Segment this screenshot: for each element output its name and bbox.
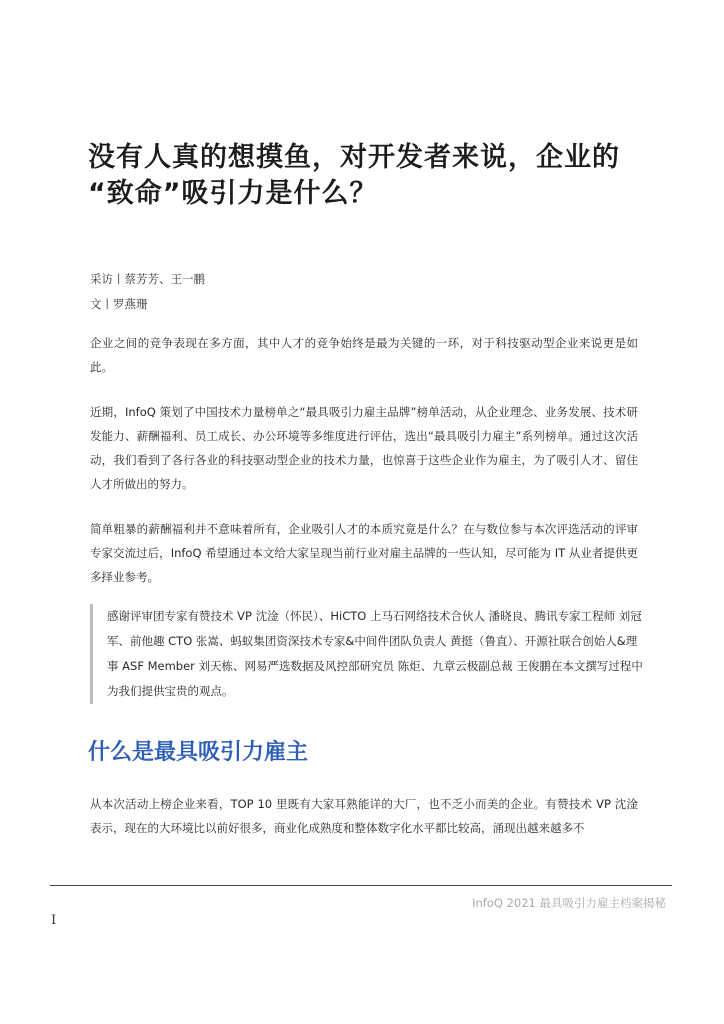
section-heading: 什么是最具吸引力雇主: [88, 740, 309, 765]
paragraph-event: 近期，InfoQ 策划了中国技术力量榜单之“最具吸引力雇主品牌”榜单活动，从企业理念、业务发展、技术研发能力、薪酬福利、员工成长、办公环境等多维度进行评估，选出“最具吸引力雇主”系列榜单。通过这次活动，我们看到了各行各业的科技驱动型企业的技术力量，也惊喜于这些企业作为雇主，为了吸引人才、留住人才所做出的努力。: [90, 405, 638, 491]
page-number: I: [51, 913, 57, 928]
paragraph-intro: 企业之间的竞争表现在多方面，其中人才的竞争始终是最为关键的一环，对于科技驱动型企业来说更是如此。: [90, 336, 638, 374]
quote-text: 感谢评审团专家有赞技术 VP 沈淦（怀民）、HiCTO 上马石网络技术合伙人 潘晓良、腾讯专家工程师 刘冠军、前他趣 CTO 张嵩、蚂蚁集团资深技术专家&中间件团队负责人 黄挺（鲁直）、开源社联合创始人&理事 ASF Member 刘天栋、网易严选数据及风控部研究员 陈炬、九章云极副总裁 王俊鹏在本文撰写过程中为我们提供宝贵的观点。: [107, 609, 643, 698]
footer-divider: [50, 885, 672, 886]
paragraph-purpose: 简单粗暴的薪酬福利并不意味着所有，企业吸引人才的本质究竟是什么？在与数位参与本次评选活动的评审专家交流过后，InfoQ 希望通过本文给大家呈现当前行业对雇主品牌的一些认知，尽可能为 IT 从业者提供更多择业参考。: [90, 522, 638, 584]
title-line-1: 没有人真的想摸鱼，对开发者来说，企业的: [88, 142, 620, 173]
footer-publication: InfoQ 2021 最具吸引力雇主档案揭秘: [472, 896, 666, 910]
author-credit: 文丨罗燕珊: [90, 297, 148, 311]
credits: [90, 268, 205, 318]
title-line-2: “致命”吸引力是什么？: [88, 178, 378, 209]
interview-credit: 采访丨蔡芳芳、王一鹏: [90, 272, 205, 286]
article-title: [88, 140, 688, 212]
acknowledgement-quote: [90, 604, 647, 704]
paragraph-section-body: 从本次活动上榜企业来看，TOP 10 里既有大家耳熟能详的大厂，也不乏小而美的企业。有赞技术 VP 沈淦表示，现在的大环境比以前好很多，商业化成熟度和整体数字化水平都比较高，涌现出越来越多不: [90, 797, 638, 835]
